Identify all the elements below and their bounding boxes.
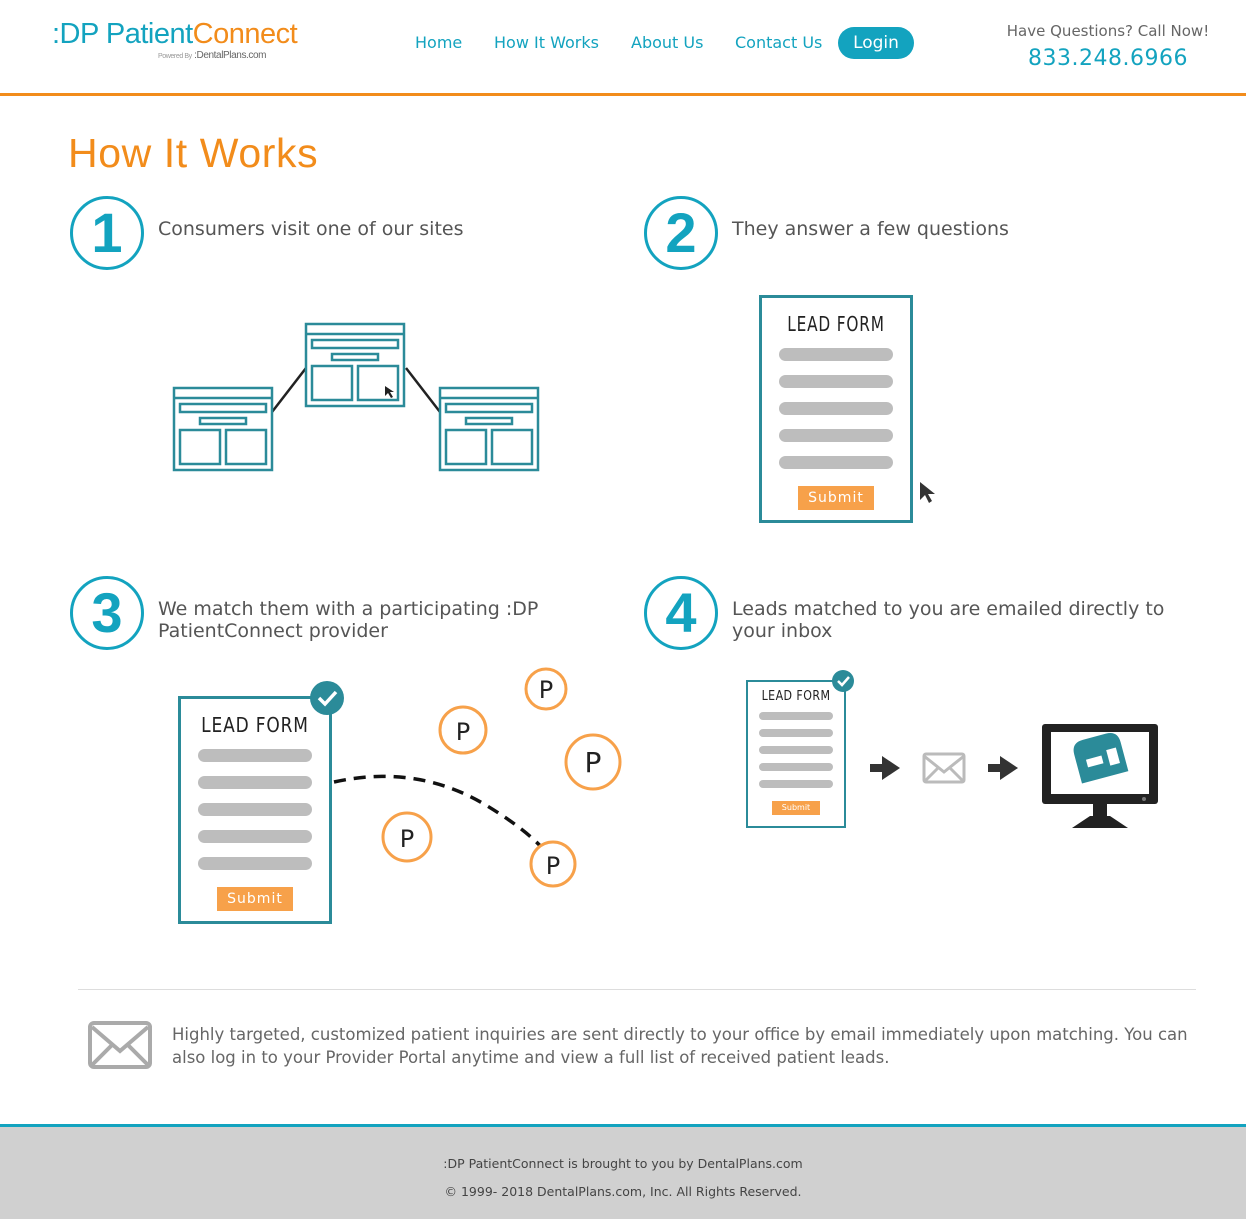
- form-field-bar: [779, 402, 893, 415]
- footer-copyright: © 1999- 2018 DentalPlans.com, Inc. All Rights Reserved.: [444, 1184, 802, 1199]
- form-field-bar: [198, 857, 312, 870]
- lead-form-card: [759, 295, 913, 523]
- logo-powered-pre: Powered By: [158, 53, 192, 60]
- logo-powered-brand: :DentalPlans.com: [194, 50, 267, 61]
- section-divider: [78, 989, 1196, 990]
- lead-form-title: LEAD FORM: [787, 312, 885, 336]
- logo[interactable]: [52, 18, 298, 61]
- provider-marker: [440, 707, 486, 753]
- envelope-icon: [924, 754, 964, 782]
- step-1-text: Consumers visit one of our sites: [158, 218, 464, 240]
- note-text: Highly targeted, customized patient inquiries are sent directly to your office by email immediately upon matching. You can also log in to your Provider Portal anytime and view a full list of received patient leads.: [172, 1025, 1188, 1067]
- step-4-number: 4: [644, 576, 718, 650]
- lead-form-submit: Submit: [772, 801, 820, 815]
- check-badge-icon: [832, 670, 854, 692]
- logo-suffix: Connect: [192, 18, 298, 50]
- cursor-icon: [385, 386, 394, 398]
- form-field-bar: [779, 375, 893, 388]
- svg-text:P: P: [584, 746, 602, 779]
- arrow-right-icon: [870, 756, 900, 780]
- nav-contact-us[interactable]: Contact Us: [735, 33, 823, 52]
- page-title: How It Works: [68, 130, 319, 176]
- cursor-icon: [918, 480, 940, 506]
- step-2-number: 2: [644, 196, 718, 270]
- lead-form-submit: Submit: [798, 486, 874, 510]
- form-field-bar: [198, 830, 312, 843]
- step-3-number: 3: [70, 576, 144, 650]
- footer-attribution: :DP PatientConnect is brought to you by DentalPlans.com: [443, 1156, 803, 1171]
- login-button[interactable]: Login: [838, 27, 914, 59]
- form-field-bar: [198, 803, 312, 816]
- form-field-bar: [198, 776, 312, 789]
- websites-illustration: [170, 320, 542, 476]
- arrow-right-icon: [988, 756, 1018, 780]
- form-field-bar: [779, 456, 893, 469]
- call-phone-link[interactable]: 833.248.6966: [1028, 46, 1188, 71]
- provider-marker: [383, 813, 431, 861]
- lead-form-title: LEAD FORM: [761, 689, 831, 704]
- provider-matching-illustration: [306, 664, 626, 896]
- lead-form-title: LEAD FORM: [201, 713, 309, 737]
- step-1-number: 1: [70, 196, 144, 270]
- provider-marker: [531, 842, 575, 886]
- svg-text:P: P: [455, 718, 471, 746]
- step-4-text: Leads matched to you are emailed directly to your inbox: [732, 598, 1165, 642]
- site-footer: [0, 1124, 1246, 1219]
- provider-marker: [526, 669, 566, 709]
- nav-home[interactable]: Home: [415, 33, 463, 52]
- logo-wordmark: [52, 18, 297, 50]
- envelope-icon: [88, 1021, 152, 1069]
- svg-text:P: P: [399, 825, 415, 853]
- call-label: Have Questions? Call Now!: [1006, 22, 1210, 40]
- form-field-bar: [779, 429, 893, 442]
- check-badge-icon: [310, 681, 344, 715]
- step-2-text: They answer a few questions: [732, 218, 1009, 240]
- nav-about-us[interactable]: About Us: [631, 33, 704, 52]
- browser-window-icon: [440, 388, 538, 470]
- svg-text:P: P: [538, 676, 554, 704]
- browser-window-icon: [174, 388, 272, 470]
- email-delivery-illustration: [820, 668, 1165, 834]
- logo-powered-by: [158, 50, 288, 61]
- site-header: [0, 0, 1246, 96]
- provider-marker: [566, 735, 620, 789]
- call-box: [998, 22, 1218, 71]
- form-field-bar: [779, 348, 893, 361]
- form-field-bar: [198, 749, 312, 762]
- step-3-text: We match them with a participating :DP PatientConnect provider: [158, 598, 539, 642]
- nav-how-it-works[interactable]: How It Works: [494, 33, 599, 52]
- lead-form-submit: Submit: [217, 887, 293, 911]
- svg-text:P: P: [545, 852, 561, 880]
- logo-prefix: :DP Patient: [52, 18, 193, 50]
